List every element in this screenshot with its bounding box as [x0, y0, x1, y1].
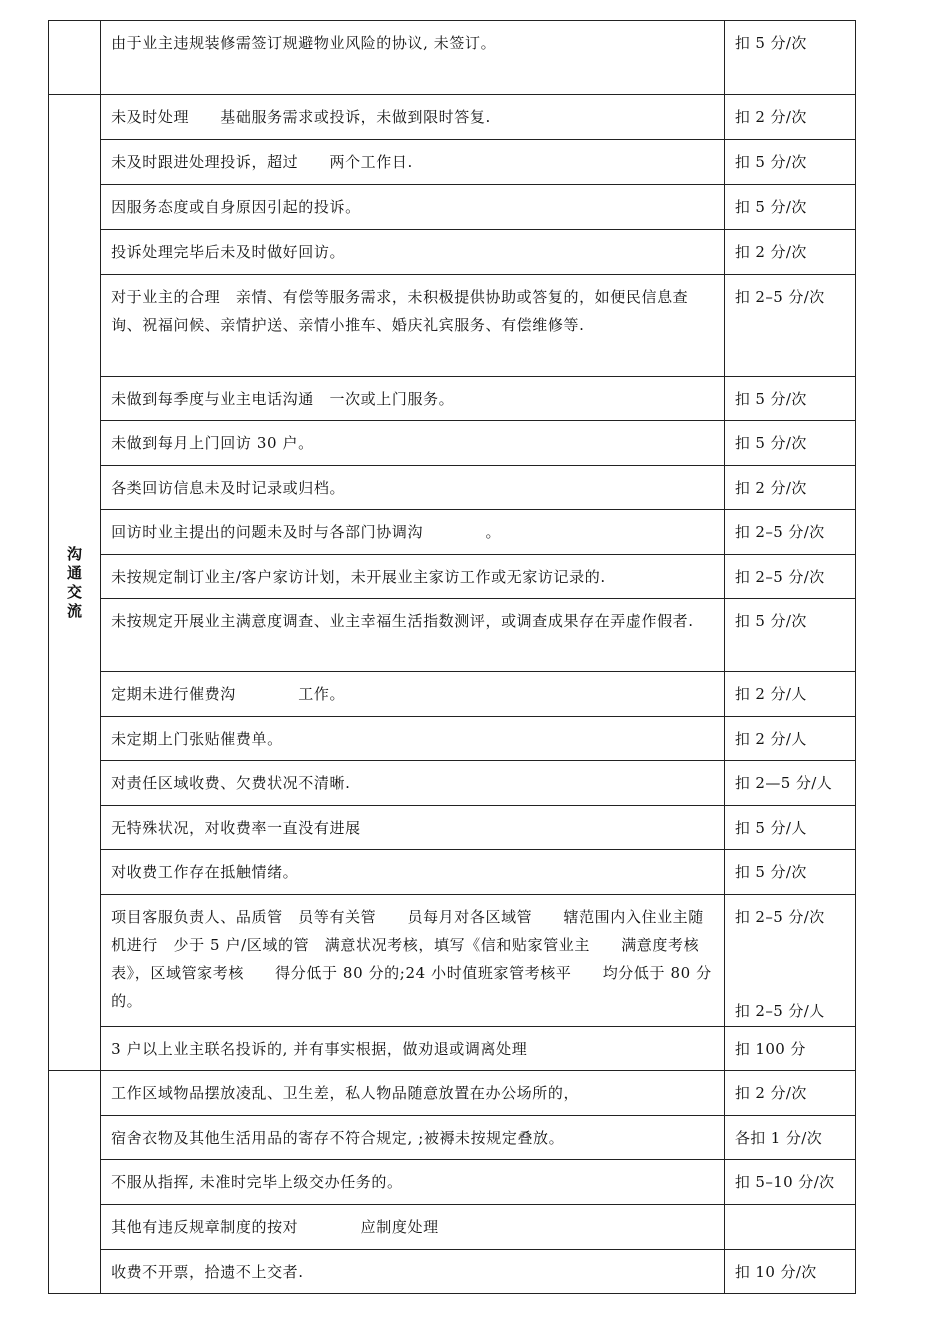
item-description: 收费不开票，拾遗不上交者. [111, 1263, 304, 1281]
deduction-score-cell [724, 1205, 855, 1250]
item-description: 未做到每月上门回访 30 户。 [111, 434, 314, 452]
category-label: 沟 通 交 流 [67, 544, 83, 620]
table-row [49, 140, 856, 185]
deduction-score: 扣 2–5 分/次 [734, 288, 825, 306]
deduction-score: 扣 2–5 分/次 [734, 523, 825, 541]
deduction-score: 扣 5 分/次 [734, 863, 807, 881]
deduction-score: 扣 5–10 分/次 [734, 1173, 835, 1191]
table-row [49, 95, 856, 140]
table-row [49, 466, 856, 510]
deduction-score-cell [724, 140, 855, 185]
item-description-cell [101, 1205, 725, 1250]
table-row [49, 1071, 856, 1116]
item-description-cell [101, 510, 725, 555]
item-description-cell [101, 230, 725, 275]
item-description-cell [101, 1250, 725, 1294]
deduction-score: 扣 5 分/次 [734, 153, 807, 171]
item-description: 未做到每季度与业主电话沟通 一次或上门服务。 [111, 390, 455, 408]
deduction-score: 扣 5 分/次 [734, 434, 807, 452]
item-description-cell [101, 377, 725, 421]
item-description-cell [101, 1160, 725, 1205]
table-row [49, 1205, 856, 1250]
deduction-score-cell [724, 377, 855, 421]
deduction-score-cell [724, 21, 855, 95]
item-description-cell [101, 599, 725, 672]
deduction-score-cell [724, 1160, 855, 1205]
table-row [49, 421, 856, 466]
table-row [49, 1116, 856, 1160]
deduction-score: 扣 100 分 [734, 1040, 806, 1058]
item-description-cell [101, 850, 725, 895]
table-row [49, 1160, 856, 1205]
deduction-score: 扣 2 分/次 [734, 479, 807, 497]
table-row [49, 672, 856, 717]
deduction-score-cell [724, 806, 855, 850]
deduction-score-cell [724, 672, 855, 717]
item-description: 未按规定开展业主满意度调查、业主幸福生活指数测评，或调查成果存在弄虚作假者. [111, 612, 694, 630]
category-cell [49, 95, 101, 1071]
deduction-score-cell [724, 761, 855, 806]
item-description-cell [101, 466, 725, 510]
deduction-table [48, 20, 856, 1294]
deduction-score: 扣 2—5 分/人 [734, 774, 833, 792]
deduction-score: 扣 2 分/次 [734, 243, 807, 261]
item-description-cell [101, 421, 725, 466]
item-description: 其他有违反规章制度的按对 应制度处理 [111, 1218, 439, 1236]
table-row [49, 895, 856, 1027]
deduction-table-body [49, 21, 856, 1294]
item-description: 不服从指挥, 未准时完毕上级交办任务的。 [111, 1173, 403, 1191]
deduction-score: 扣 2 分/次 [734, 1084, 807, 1102]
table-row [49, 1250, 856, 1294]
deduction-score: 扣 5 分/次 [734, 34, 807, 52]
item-description: 宿舍衣物及其他生活用品的寄存不符合规定, ;被褥未按规定叠放。 [111, 1129, 565, 1147]
item-description: 未及时跟进处理投诉，超过 两个工作日. [111, 153, 413, 171]
deduction-score-secondary: 扣 2–5 分/人 [734, 1002, 825, 1020]
deduction-score: 扣 2 分/人 [734, 730, 807, 748]
item-description: 未及时处理 基础服务需求或投诉，未做到限时答复. [111, 108, 491, 126]
item-description-cell [101, 806, 725, 850]
item-description: 项目客服负责人、品质管 员等有关管 员每月对各区域管 辖范围内入住业主随机进行 少于 5 户/区域的管 满意状况考核，填写《信和贴家管业主 满意度考核表》，区域管家考核 得分低于 80 分的;24 小时值班家管考核平 均分低于 80 分的。 [111, 908, 712, 1010]
deduction-score-cell [724, 185, 855, 230]
item-description-cell [101, 21, 725, 95]
table-row [49, 761, 856, 806]
item-description: 对收费工作存在抵触情绪。 [111, 863, 299, 881]
deduction-score-cell [724, 1071, 855, 1116]
deduction-score-cell [724, 555, 855, 599]
item-description-cell [101, 672, 725, 717]
deduction-score-cell [724, 421, 855, 466]
deduction-score-cell [724, 895, 855, 1027]
deduction-score-cell [724, 1116, 855, 1160]
deduction-score-cell [724, 717, 855, 761]
table-row [49, 510, 856, 555]
deduction-score-cell [724, 230, 855, 275]
item-description-cell [101, 1027, 725, 1071]
deduction-score: 扣 5 分/人 [734, 819, 807, 837]
table-row [49, 599, 856, 672]
item-description: 对责任区域收费、欠费状况不清晰. [111, 774, 351, 792]
category-cell [49, 21, 101, 95]
item-description: 由于业主违规装修需签订规避物业风险的协议, 未签订。 [111, 34, 497, 52]
item-description-cell [101, 555, 725, 599]
deduction-score: 扣 2 分/人 [734, 685, 807, 703]
item-description: 各类回访信息未及时记录或归档。 [111, 479, 346, 497]
item-description: 因服务态度或自身原因引起的投诉。 [111, 198, 361, 216]
deduction-score: 扣 5 分/次 [734, 612, 807, 630]
item-description: 定期未进行催费沟 工作。 [111, 685, 346, 703]
deduction-score: 扣 10 分/次 [734, 1263, 817, 1281]
item-description-cell [101, 895, 725, 1027]
item-description: 未定期上门张贴催费单。 [111, 730, 283, 748]
item-description-cell [101, 761, 725, 806]
table-row [49, 185, 856, 230]
deduction-score: 扣 2–5 分/次 [734, 908, 825, 926]
item-description: 无特殊状况，对收费率一直没有进展 [111, 819, 361, 837]
item-description-cell [101, 140, 725, 185]
item-description-cell [101, 185, 725, 230]
table-row [49, 850, 856, 895]
item-description-cell [101, 1116, 725, 1160]
deduction-score: 扣 2 分/次 [734, 108, 807, 126]
deduction-score-cell [724, 95, 855, 140]
deduction-score: 扣 5 分/次 [734, 198, 807, 216]
item-description-cell [101, 275, 725, 377]
table-row [49, 21, 856, 95]
deduction-score [725, 1205, 855, 1213]
item-description-cell [101, 1071, 725, 1116]
deduction-score-cell [724, 510, 855, 555]
table-row [49, 275, 856, 377]
item-description: 对于业主的合理 亲情、有偿等服务需求，未积极提供协助或答复的，如便民信息查询、祝福问候、亲情护送、亲情小推车、婚庆礼宾服务、有偿维修等. [111, 288, 689, 334]
deduction-score: 各扣 1 分/次 [734, 1129, 823, 1147]
deduction-score-cell [724, 466, 855, 510]
table-row [49, 555, 856, 599]
deduction-score-cell [724, 850, 855, 895]
deduction-score-cell [724, 1027, 855, 1071]
item-description: 投诉处理完毕后未及时做好回访。 [111, 243, 346, 261]
deduction-score-cell [724, 1250, 855, 1294]
table-row [49, 1027, 856, 1071]
deduction-score: 扣 2–5 分/次 [734, 568, 825, 586]
table-row [49, 377, 856, 421]
item-description: 回访时业主提出的问题未及时与各部门协调沟 。 [111, 523, 502, 541]
deduction-score-cell [724, 275, 855, 377]
deduction-score-cell [724, 599, 855, 672]
item-description: 工作区域物品摆放凌乱、卫生差，私人物品随意放置在办公场所的， [111, 1084, 580, 1102]
table-row [49, 230, 856, 275]
item-description-cell [101, 717, 725, 761]
table-row [49, 806, 856, 850]
item-description: 3 户以上业主联名投诉的, 并有事实根据，做劝退或调离处理 [111, 1040, 528, 1058]
table-row [49, 717, 856, 761]
deduction-score: 扣 5 分/次 [734, 390, 807, 408]
item-description-cell [101, 95, 725, 140]
item-description: 未按规定制订业主/客户家访计划，未开展业主家访工作或无家访记录的. [111, 568, 606, 586]
category-cell [49, 1071, 101, 1294]
